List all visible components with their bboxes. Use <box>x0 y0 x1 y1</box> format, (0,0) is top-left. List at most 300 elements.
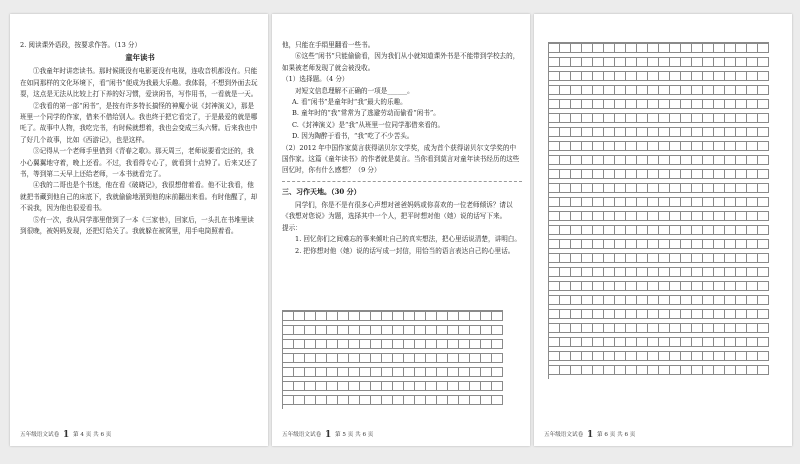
grid-cell[interactable] <box>571 295 582 305</box>
grid-cell[interactable] <box>582 71 593 81</box>
grid-cell[interactable] <box>604 71 615 81</box>
grid-cell[interactable] <box>615 309 626 319</box>
grid-cell[interactable] <box>492 395 503 405</box>
grid-cell[interactable] <box>670 197 681 207</box>
grid-cell[interactable] <box>604 85 615 95</box>
grid-cell[interactable] <box>593 365 604 375</box>
grid-cell[interactable] <box>549 253 560 263</box>
grid-cell[interactable] <box>659 267 670 277</box>
grid-cell[interactable] <box>404 367 415 377</box>
grid-cell[interactable] <box>736 57 747 67</box>
grid-cell[interactable] <box>404 381 415 391</box>
grid-cell[interactable] <box>571 183 582 193</box>
grid-cell[interactable] <box>747 141 758 151</box>
grid-cell[interactable] <box>670 267 681 277</box>
grid-cell[interactable] <box>593 183 604 193</box>
grid-cell[interactable] <box>549 85 560 95</box>
grid-cell[interactable] <box>714 127 725 137</box>
grid-cell[interactable] <box>747 239 758 249</box>
grid-cell[interactable] <box>637 309 648 319</box>
grid-cell[interactable] <box>736 239 747 249</box>
grid-cell[interactable] <box>648 99 659 109</box>
grid-cell[interactable] <box>758 197 769 207</box>
grid-cell[interactable] <box>571 225 582 235</box>
grid-cell[interactable] <box>626 155 637 165</box>
grid-cell[interactable] <box>670 323 681 333</box>
grid-cell[interactable] <box>725 211 736 221</box>
grid-cell[interactable] <box>382 353 393 363</box>
grid-cell[interactable] <box>637 365 648 375</box>
grid-cell[interactable] <box>582 113 593 123</box>
grid-cell[interactable] <box>681 85 692 95</box>
grid-cell[interactable] <box>571 113 582 123</box>
grid-cell[interactable] <box>703 267 714 277</box>
grid-cell[interactable] <box>571 281 582 291</box>
grid-cell[interactable] <box>593 141 604 151</box>
grid-cell[interactable] <box>670 337 681 347</box>
grid-cell[interactable] <box>714 99 725 109</box>
grid-cell[interactable] <box>626 211 637 221</box>
grid-cell[interactable] <box>681 141 692 151</box>
grid-cell[interactable] <box>360 381 371 391</box>
grid-cell[interactable] <box>615 211 626 221</box>
grid-cell[interactable] <box>747 225 758 235</box>
grid-cell[interactable] <box>615 57 626 67</box>
grid-cell[interactable] <box>670 43 681 53</box>
grid-cell[interactable] <box>349 325 360 335</box>
grid-cell[interactable] <box>459 311 470 321</box>
grid-cell[interactable] <box>371 353 382 363</box>
grid-cell[interactable] <box>692 43 703 53</box>
grid-cell[interactable] <box>404 339 415 349</box>
grid-cell[interactable] <box>659 183 670 193</box>
grid-cell[interactable] <box>615 225 626 235</box>
grid-cell[interactable] <box>571 337 582 347</box>
grid-cell[interactable] <box>582 309 593 319</box>
grid-cell[interactable] <box>670 365 681 375</box>
grid-cell[interactable] <box>316 367 327 377</box>
grid-cell[interactable] <box>615 183 626 193</box>
grid-cell[interactable] <box>582 43 593 53</box>
grid-cell[interactable] <box>725 127 736 137</box>
grid-cell[interactable] <box>327 395 338 405</box>
grid-cell[interactable] <box>593 351 604 361</box>
grid-cell[interactable] <box>593 267 604 277</box>
grid-cell[interactable] <box>637 43 648 53</box>
grid-cell[interactable] <box>648 127 659 137</box>
grid-cell[interactable] <box>571 211 582 221</box>
grid-cell[interactable] <box>637 211 648 221</box>
grid-cell[interactable] <box>736 71 747 81</box>
grid-cell[interactable] <box>615 113 626 123</box>
grid-cell[interactable] <box>593 197 604 207</box>
grid-cell[interactable] <box>459 353 470 363</box>
grid-cell[interactable] <box>459 367 470 377</box>
grid-cell[interactable] <box>736 183 747 193</box>
grid-cell[interactable] <box>582 239 593 249</box>
grid-cell[interactable] <box>736 155 747 165</box>
grid-cell[interactable] <box>593 225 604 235</box>
grid-cell[interactable] <box>582 169 593 179</box>
grid-cell[interactable] <box>549 113 560 123</box>
grid-cell[interactable] <box>747 253 758 263</box>
grid-cell[interactable] <box>670 309 681 319</box>
grid-cell[interactable] <box>747 127 758 137</box>
grid-cell[interactable] <box>648 211 659 221</box>
grid-cell[interactable] <box>582 127 593 137</box>
grid-cell[interactable] <box>305 339 316 349</box>
grid-cell[interactable] <box>736 127 747 137</box>
grid-cell[interactable] <box>703 113 714 123</box>
grid-cell[interactable] <box>714 169 725 179</box>
grid-cell[interactable] <box>681 309 692 319</box>
grid-cell[interactable] <box>560 113 571 123</box>
grid-cell[interactable] <box>747 295 758 305</box>
grid-cell[interactable] <box>571 267 582 277</box>
grid-cell[interactable] <box>758 351 769 361</box>
grid-cell[interactable] <box>426 339 437 349</box>
grid-cell[interactable] <box>725 169 736 179</box>
grid-cell[interactable] <box>681 253 692 263</box>
grid-cell[interactable] <box>758 113 769 123</box>
grid-cell[interactable] <box>626 267 637 277</box>
grid-cell[interactable] <box>725 337 736 347</box>
grid-cell[interactable] <box>692 211 703 221</box>
grid-cell[interactable] <box>393 311 404 321</box>
grid-cell[interactable] <box>437 367 448 377</box>
grid-cell[interactable] <box>692 155 703 165</box>
grid-cell[interactable] <box>758 155 769 165</box>
grid-cell[interactable] <box>736 113 747 123</box>
grid-cell[interactable] <box>305 395 316 405</box>
grid-cell[interactable] <box>316 353 327 363</box>
grid-cell[interactable] <box>371 311 382 321</box>
grid-cell[interactable] <box>626 183 637 193</box>
grid-cell[interactable] <box>305 325 316 335</box>
grid-cell[interactable] <box>571 85 582 95</box>
grid-cell[interactable] <box>747 309 758 319</box>
grid-cell[interactable] <box>725 113 736 123</box>
grid-cell[interactable] <box>426 311 437 321</box>
grid-cell[interactable] <box>637 169 648 179</box>
grid-cell[interactable] <box>648 337 659 347</box>
grid-cell[interactable] <box>714 57 725 67</box>
grid-cell[interactable] <box>626 281 637 291</box>
grid-cell[interactable] <box>338 325 349 335</box>
grid-cell[interactable] <box>582 141 593 151</box>
grid-cell[interactable] <box>448 381 459 391</box>
grid-cell[interactable] <box>747 99 758 109</box>
grid-cell[interactable] <box>426 381 437 391</box>
grid-cell[interactable] <box>360 367 371 377</box>
grid-cell[interactable] <box>415 353 426 363</box>
grid-cell[interactable] <box>714 197 725 207</box>
grid-cell[interactable] <box>426 395 437 405</box>
grid-cell[interactable] <box>604 113 615 123</box>
grid-cell[interactable] <box>615 71 626 81</box>
grid-cell[interactable] <box>703 337 714 347</box>
grid-cell[interactable] <box>571 141 582 151</box>
grid-cell[interactable] <box>560 351 571 361</box>
grid-cell[interactable] <box>692 127 703 137</box>
grid-cell[interactable] <box>338 367 349 377</box>
grid-cell[interactable] <box>571 99 582 109</box>
grid-cell[interactable] <box>747 113 758 123</box>
grid-cell[interactable] <box>327 325 338 335</box>
grid-cell[interactable] <box>736 323 747 333</box>
grid-cell[interactable] <box>582 267 593 277</box>
grid-cell[interactable] <box>692 183 703 193</box>
grid-cell[interactable] <box>637 239 648 249</box>
grid-cell[interactable] <box>560 85 571 95</box>
grid-cell[interactable] <box>404 353 415 363</box>
grid-cell[interactable] <box>615 253 626 263</box>
grid-cell[interactable] <box>692 281 703 291</box>
grid-cell[interactable] <box>648 71 659 81</box>
grid-cell[interactable] <box>626 113 637 123</box>
grid-cell[interactable] <box>681 43 692 53</box>
grid-cell[interactable] <box>360 353 371 363</box>
grid-cell[interactable] <box>648 197 659 207</box>
grid-cell[interactable] <box>571 169 582 179</box>
grid-cell[interactable] <box>648 113 659 123</box>
grid-cell[interactable] <box>703 211 714 221</box>
grid-cell[interactable] <box>637 57 648 67</box>
grid-cell[interactable] <box>648 309 659 319</box>
grid-cell[interactable] <box>615 155 626 165</box>
grid-cell[interactable] <box>382 367 393 377</box>
grid-cell[interactable] <box>736 337 747 347</box>
grid-cell[interactable] <box>615 169 626 179</box>
grid-cell[interactable] <box>382 325 393 335</box>
grid-cell[interactable] <box>549 351 560 361</box>
grid-cell[interactable] <box>648 281 659 291</box>
grid-cell[interactable] <box>758 57 769 67</box>
grid-cell[interactable] <box>703 323 714 333</box>
grid-cell[interactable] <box>659 113 670 123</box>
grid-cell[interactable] <box>615 99 626 109</box>
grid-cell[interactable] <box>758 183 769 193</box>
grid-cell[interactable] <box>659 323 670 333</box>
grid-cell[interactable] <box>747 183 758 193</box>
grid-cell[interactable] <box>758 281 769 291</box>
grid-cell[interactable] <box>648 169 659 179</box>
grid-cell[interactable] <box>747 169 758 179</box>
grid-cell[interactable] <box>736 211 747 221</box>
grid-cell[interactable] <box>604 127 615 137</box>
grid-cell[interactable] <box>593 99 604 109</box>
grid-cell[interactable] <box>681 197 692 207</box>
grid-cell[interactable] <box>604 141 615 151</box>
grid-cell[interactable] <box>637 127 648 137</box>
grid-cell[interactable] <box>747 267 758 277</box>
grid-cell[interactable] <box>747 85 758 95</box>
grid-cell[interactable] <box>338 353 349 363</box>
grid-cell[interactable] <box>437 395 448 405</box>
grid-cell[interactable] <box>703 239 714 249</box>
grid-cell[interactable] <box>459 339 470 349</box>
grid-cell[interactable] <box>349 339 360 349</box>
grid-cell[interactable] <box>415 325 426 335</box>
grid-cell[interactable] <box>549 57 560 67</box>
grid-cell[interactable] <box>637 85 648 95</box>
grid-cell[interactable] <box>549 127 560 137</box>
grid-cell[interactable] <box>615 337 626 347</box>
grid-cell[interactable] <box>626 365 637 375</box>
grid-cell[interactable] <box>593 113 604 123</box>
grid-cell[interactable] <box>481 311 492 321</box>
grid-cell[interactable] <box>736 225 747 235</box>
grid-cell[interactable] <box>593 127 604 137</box>
grid-cell[interactable] <box>604 253 615 263</box>
grid-cell[interactable] <box>582 197 593 207</box>
grid-cell[interactable] <box>692 197 703 207</box>
grid-cell[interactable] <box>593 253 604 263</box>
grid-cell[interactable] <box>415 311 426 321</box>
grid-cell[interactable] <box>659 253 670 263</box>
grid-cell[interactable] <box>560 365 571 375</box>
grid-cell[interactable] <box>549 295 560 305</box>
grid-cell[interactable] <box>725 267 736 277</box>
grid-cell[interactable] <box>670 183 681 193</box>
grid-cell[interactable] <box>637 197 648 207</box>
grid-cell[interactable] <box>703 295 714 305</box>
grid-cell[interactable] <box>758 295 769 305</box>
grid-cell[interactable] <box>725 43 736 53</box>
grid-cell[interactable] <box>648 57 659 67</box>
grid-cell[interactable] <box>437 353 448 363</box>
grid-cell[interactable] <box>714 85 725 95</box>
grid-cell[interactable] <box>659 295 670 305</box>
grid-cell[interactable] <box>560 99 571 109</box>
grid-cell[interactable] <box>316 339 327 349</box>
grid-cell[interactable] <box>637 183 648 193</box>
grid-cell[interactable] <box>415 381 426 391</box>
grid-cell[interactable] <box>604 351 615 361</box>
grid-cell[interactable] <box>459 381 470 391</box>
grid-cell[interactable] <box>604 155 615 165</box>
grid-cell[interactable] <box>615 365 626 375</box>
grid-cell[interactable] <box>560 281 571 291</box>
grid-cell[interactable] <box>670 295 681 305</box>
grid-cell[interactable] <box>659 99 670 109</box>
grid-cell[interactable] <box>758 365 769 375</box>
grid-cell[interactable] <box>659 169 670 179</box>
grid-cell[interactable] <box>659 337 670 347</box>
grid-cell[interactable] <box>571 253 582 263</box>
grid-cell[interactable] <box>659 281 670 291</box>
grid-cell[interactable] <box>448 311 459 321</box>
grid-cell[interactable] <box>659 57 670 67</box>
grid-cell[interactable] <box>648 155 659 165</box>
grid-cell[interactable] <box>725 295 736 305</box>
grid-cell[interactable] <box>692 295 703 305</box>
grid-cell[interactable] <box>703 281 714 291</box>
grid-cell[interactable] <box>736 365 747 375</box>
grid-cell[interactable] <box>448 353 459 363</box>
grid-cell[interactable] <box>626 141 637 151</box>
grid-cell[interactable] <box>393 339 404 349</box>
grid-cell[interactable] <box>604 295 615 305</box>
grid-cell[interactable] <box>648 239 659 249</box>
grid-cell[interactable] <box>714 323 725 333</box>
grid-cell[interactable] <box>714 337 725 347</box>
grid-cell[interactable] <box>747 281 758 291</box>
grid-cell[interactable] <box>736 141 747 151</box>
grid-cell[interactable] <box>481 381 492 391</box>
grid-cell[interactable] <box>371 381 382 391</box>
grid-cell[interactable] <box>703 141 714 151</box>
grid-cell[interactable] <box>659 309 670 319</box>
grid-cell[interactable] <box>758 253 769 263</box>
grid-cell[interactable] <box>305 381 316 391</box>
grid-cell[interactable] <box>681 127 692 137</box>
grid-cell[interactable] <box>692 99 703 109</box>
grid-cell[interactable] <box>604 365 615 375</box>
grid-cell[interactable] <box>626 323 637 333</box>
grid-cell[interactable] <box>549 141 560 151</box>
grid-cell[interactable] <box>448 325 459 335</box>
grid-cell[interactable] <box>582 225 593 235</box>
grid-cell[interactable] <box>560 337 571 347</box>
grid-cell[interactable] <box>758 141 769 151</box>
grid-cell[interactable] <box>294 325 305 335</box>
grid-cell[interactable] <box>747 337 758 347</box>
grid-cell[interactable] <box>637 155 648 165</box>
grid-cell[interactable] <box>283 381 294 391</box>
grid-cell[interactable] <box>448 339 459 349</box>
grid-cell[interactable] <box>593 211 604 221</box>
grid-cell[interactable] <box>758 43 769 53</box>
grid-cell[interactable] <box>615 295 626 305</box>
grid-cell[interactable] <box>560 253 571 263</box>
grid-cell[interactable] <box>725 183 736 193</box>
grid-cell[interactable] <box>615 281 626 291</box>
grid-cell[interactable] <box>703 85 714 95</box>
grid-cell[interactable] <box>626 225 637 235</box>
grid-cell[interactable] <box>637 281 648 291</box>
grid-cell[interactable] <box>327 339 338 349</box>
grid-cell[interactable] <box>736 99 747 109</box>
grid-cell[interactable] <box>736 295 747 305</box>
grid-cell[interactable] <box>659 197 670 207</box>
grid-cell[interactable] <box>648 365 659 375</box>
grid-cell[interactable] <box>549 169 560 179</box>
grid-cell[interactable] <box>305 367 316 377</box>
grid-cell[interactable] <box>714 295 725 305</box>
grid-cell[interactable] <box>714 113 725 123</box>
grid-cell[interactable] <box>593 239 604 249</box>
grid-cell[interactable] <box>670 141 681 151</box>
grid-cell[interactable] <box>294 395 305 405</box>
grid-cell[interactable] <box>681 183 692 193</box>
grid-cell[interactable] <box>670 169 681 179</box>
grid-cell[interactable] <box>283 339 294 349</box>
grid-cell[interactable] <box>593 309 604 319</box>
grid-cell[interactable] <box>604 239 615 249</box>
grid-cell[interactable] <box>659 365 670 375</box>
grid-cell[interactable] <box>758 211 769 221</box>
grid-cell[interactable] <box>626 351 637 361</box>
grid-cell[interactable] <box>626 99 637 109</box>
grid-cell[interactable] <box>549 71 560 81</box>
grid-cell[interactable] <box>692 239 703 249</box>
grid-cell[interactable] <box>714 43 725 53</box>
grid-cell[interactable] <box>637 225 648 235</box>
grid-cell[interactable] <box>725 309 736 319</box>
grid-cell[interactable] <box>470 339 481 349</box>
grid-cell[interactable] <box>360 325 371 335</box>
